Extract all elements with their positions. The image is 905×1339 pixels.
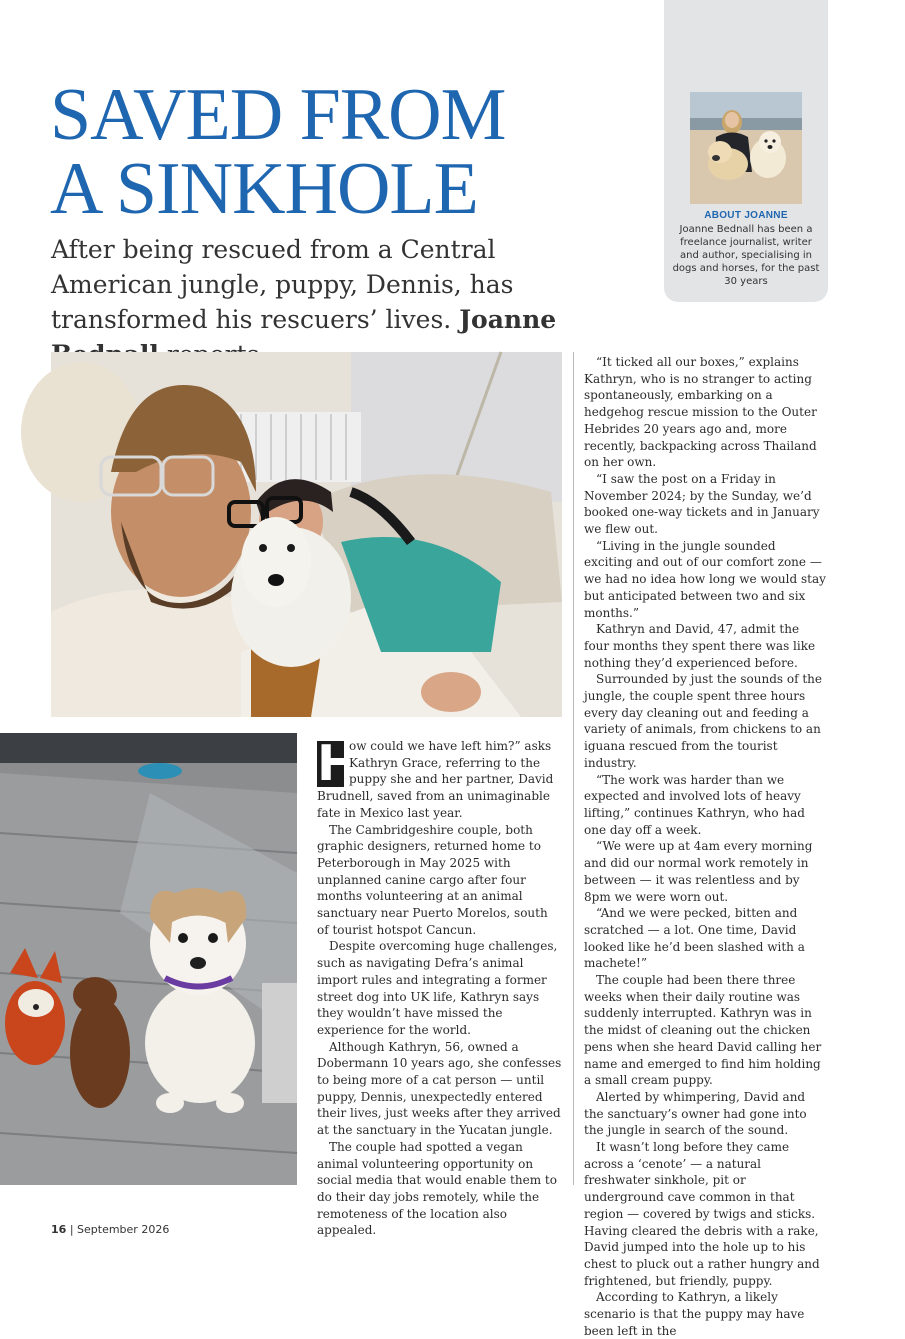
article-paragraph: Kathryn and David, 47, admit the four months they spent there was like nothing they’d experienced before. — [584, 622, 816, 670]
page-number: 16 — [51, 1223, 67, 1236]
headline-line-1: SAVED FROM — [50, 74, 506, 156]
standfirst-text: After being rescued from a Central American jungle, puppy, Dennis, has transformed his rescuers’ lives. — [51, 235, 514, 334]
article-paragraph: H ow could we have left him?” asks Kathryn Grace, referring to the puppy she and her partner, David Brudnell, saved from an unimaginable fate in Mexico last year. — [317, 735, 554, 820]
about-text: Joanne Bednall has been a freelance journalist, writer and author, specialising in dogs and horses, for the past 30 years — [672, 224, 820, 287]
headline — [50, 74, 506, 230]
puppy-with-toys-photo — [0, 733, 297, 1185]
article-paragraph: The couple had been there three weeks when their daily routine was suddenly interrupted. Kathryn was in the midst of cleaning out the chicken pens when she heard David calling her name and emerged to find him holding a small cream puppy. — [584, 973, 822, 1088]
headline-line-2: A SINKHOLE — [50, 148, 478, 230]
article-paragraph: Although Kathryn, 56, owned a Dobermann 10 years ago, she confesses to being more of a cat person — until puppy, Dennis, unexpectedly entered their lives, just weeks after they arrived at the sanctuary in the Yucatan jungle. — [317, 1039, 562, 1138]
article-paragraph: “It ticked all our boxes,” explains Kathryn, who is no stranger to acting spontaneously, embarking on a hedgehog rescue mission to the Outer Hebrides 20 years ago and, more recently, backpacking across Thailand on her own. — [584, 355, 817, 470]
author-photo — [690, 92, 802, 204]
article-paragraph: “The work was harder than we expected and involved lots of heavy lifting,” continues Kathryn, who had one day off a week. — [584, 772, 805, 837]
article-paragraph: According to Kathryn, a likely scenario is that the puppy may have been left in the — [584, 1290, 805, 1338]
article-paragraph: “Living in the jungle sounded exciting and out of our comfort zone — we had no idea how long we would stay but anticipated between two and six months.” — [584, 538, 826, 620]
article-paragraph: It wasn’t long before they came across a ‘cenote’ — a natural freshwater sinkhole, pit or underground cave common in that region — covered by twigs and sticks. Having cleared the debris with a rake, David jumped into the hole up to his chest to pluck out a rather hungry and frightened, but friendly, puppy. — [584, 1140, 820, 1288]
article-column-right — [584, 354, 826, 1339]
article-paragraph: Alerted by whimpering, David and the sanctuary’s owner had gone into the jungle in search of the sound. — [584, 1089, 807, 1138]
standfirst — [51, 232, 581, 372]
article-column-middle — [317, 735, 563, 1239]
article-paragraph: Surrounded by just the sounds of the jungle, the couple spent three hours every day cleaning out and feeding a variety of animals, from chickens to an iguana rescued from the tourist industry. — [584, 672, 822, 770]
page-footer — [51, 1223, 169, 1236]
standfirst-author: Joanne — [459, 305, 557, 334]
about-title: ABOUT JOANNE — [704, 210, 788, 221]
footer-separator: | — [69, 1223, 74, 1236]
article-paragraph: “I saw the post on a Friday in November 2024; by the Sunday, we’d booked one-way tickets and in January we flew out. — [584, 471, 820, 537]
article-paragraph: “And we were pecked, bitten and scratched — a lot. One time, David looked like he’d been slashed with a machete!” — [584, 906, 805, 971]
article-paragraph: The Cambridgeshire couple, both graphic designers, returned home to Peterborough in May 2025 with unplanned canine cargo after four months volunteering at an animal sanctuary near Puerto Morelos, south of tourist hotspot Cancun. — [317, 822, 548, 937]
article-paragraph: “We were up at 4am every morning and did our normal work remotely in between — it was relentless and by 8pm we were worn out. — [584, 839, 813, 904]
column-rule — [573, 352, 574, 1185]
couple-with-dog-photo — [51, 352, 562, 717]
issue-date: September 2026 — [77, 1223, 170, 1236]
article-paragraph: Despite overcoming huge challenges, such as navigating Defra’s animal import rules and integrating a former street dog into UK life, Kathryn says they wouldn’t have missed the experience for the world. — [317, 939, 558, 1037]
drop-cap: H — [317, 735, 359, 792]
article-paragraph: The couple had spotted a vegan animal volunteering opportunity on social media that would enable them to do their day jobs remotely, while the remoteness of the location also appealed. — [317, 1139, 557, 1238]
